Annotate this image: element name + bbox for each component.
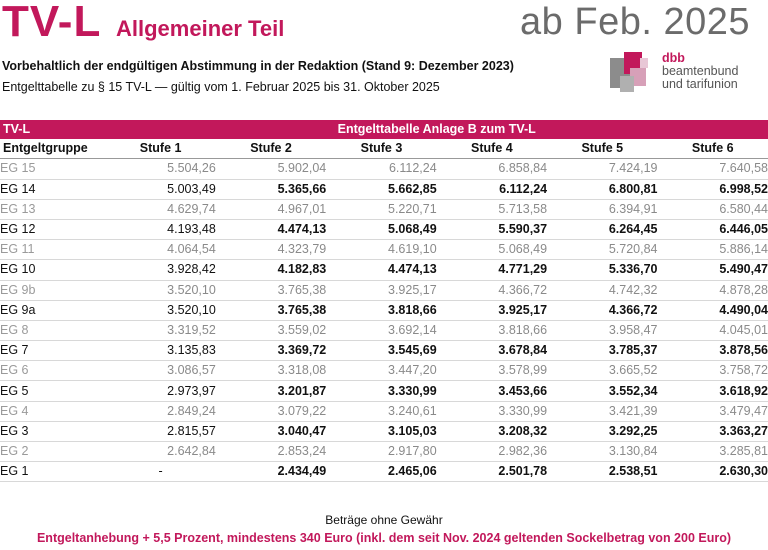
salary-cell: 2.465,06 — [326, 462, 436, 482]
salary-cell: 4.878,28 — [658, 280, 768, 300]
salary-cell: 4.182,83 — [216, 260, 326, 280]
pay-group-cell: EG 2 — [0, 442, 105, 462]
salary-cell: 2.630,30 — [658, 462, 768, 482]
salary-cell: 3.479,47 — [658, 401, 768, 421]
salary-cell: 4.490,04 — [658, 300, 768, 320]
salary-cell: 3.105,03 — [326, 421, 436, 441]
table-row — [0, 179, 768, 199]
table-row — [0, 240, 768, 260]
table-row — [0, 219, 768, 239]
logo-line-2: beamtenbund — [662, 64, 739, 78]
salary-cell: 3.818,66 — [437, 320, 547, 340]
salary-cell: 4.742,32 — [547, 280, 657, 300]
table-row — [0, 421, 768, 441]
salary-cell: 3.818,66 — [326, 300, 436, 320]
page-subtitle: Allgemeiner Teil — [116, 16, 285, 41]
salary-cell: 5.220,71 — [326, 199, 436, 219]
salary-cell: 5.068,49 — [437, 240, 547, 260]
salary-cell: 2.642,84 — [105, 442, 215, 462]
salary-cell: 3.079,22 — [216, 401, 326, 421]
salary-cell: 3.925,17 — [437, 300, 547, 320]
table-row — [0, 320, 768, 340]
column-header: Stufe 5 — [547, 139, 657, 159]
salary-cell: 2.501,78 — [437, 462, 547, 482]
salary-cell: 3.758,72 — [658, 361, 768, 381]
pay-group-cell: EG 10 — [0, 260, 105, 280]
column-header: Stufe 6 — [658, 139, 768, 159]
salary-cell: 3.040,47 — [216, 421, 326, 441]
logo-line-3: und tarifunion — [662, 77, 738, 91]
salary-cell: 3.765,38 — [216, 280, 326, 300]
salary-cell: 3.958,47 — [547, 320, 657, 340]
salary-cell: 7.424,19 — [547, 159, 657, 179]
salary-cell: 3.208,32 — [437, 421, 547, 441]
pay-group-cell: EG 8 — [0, 320, 105, 340]
salary-cell: 3.319,52 — [105, 320, 215, 340]
salary-cell: 3.453,66 — [437, 381, 547, 401]
salary-cell: 3.559,02 — [216, 320, 326, 340]
pay-group-cell: EG 4 — [0, 401, 105, 421]
salary-cell: 6.394,91 — [547, 199, 657, 219]
salary-cell: 6.800,81 — [547, 179, 657, 199]
salary-cell: 4.474,13 — [326, 260, 436, 280]
table-band — [0, 120, 768, 139]
salary-cell: 4.771,29 — [437, 260, 547, 280]
dbb-logo — [610, 52, 768, 98]
salary-cell: 5.003,49 — [105, 179, 215, 199]
salary-cell: 6.858,84 — [437, 159, 547, 179]
salary-cell: 7.640,58 — [658, 159, 768, 179]
column-header: Entgeltgruppe — [0, 139, 105, 159]
band-center-label: Entgelttabelle Anlage B zum TV-L — [105, 120, 768, 139]
salary-cell: 3.447,20 — [326, 361, 436, 381]
salary-cell: 3.545,69 — [326, 341, 436, 361]
dbb-logo-text — [662, 52, 738, 91]
pay-group-cell: EG 7 — [0, 341, 105, 361]
salary-cell: 5.902,04 — [216, 159, 326, 179]
pay-group-cell: EG 12 — [0, 219, 105, 239]
salary-cell: 3.928,42 — [105, 260, 215, 280]
pay-group-cell: EG 14 — [0, 179, 105, 199]
salary-cell: 3.520,10 — [105, 280, 215, 300]
table-row — [0, 159, 768, 179]
salary-cell: 5.720,84 — [547, 240, 657, 260]
pay-group-cell: EG 11 — [0, 240, 105, 260]
salary-cell: 3.201,87 — [216, 381, 326, 401]
table-row — [0, 341, 768, 361]
salary-cell: 4.474,13 — [216, 219, 326, 239]
salary-cell: 6.264,45 — [547, 219, 657, 239]
salary-cell: 3.330,99 — [437, 401, 547, 421]
draft-note: Vorbehaltlich der endgültigen Abstimmung in der Redaktion (Stand 9: Dezember 2023) — [2, 59, 514, 73]
salary-table — [0, 120, 768, 482]
table-row — [0, 361, 768, 381]
salary-cell: 3.552,34 — [547, 381, 657, 401]
salary-cell: 3.285,81 — [658, 442, 768, 462]
band-left-label: TV-L — [0, 120, 105, 139]
column-header: Stufe 3 — [326, 139, 436, 159]
salary-cell: 3.578,99 — [437, 361, 547, 381]
salary-cell: 3.292,25 — [547, 421, 657, 441]
salary-cell: 3.330,99 — [326, 381, 436, 401]
salary-cell: 3.618,92 — [658, 381, 768, 401]
validity-note: Entgelttabelle zu § 15 TV-L — gültig vom 1. Februar 2025 bis 31. Oktober 2025 — [2, 80, 440, 94]
column-header-row — [0, 139, 768, 159]
valid-from-date: ab Feb. 2025 — [520, 1, 750, 43]
salary-cell: 2.982,36 — [437, 442, 547, 462]
table-row — [0, 260, 768, 280]
dbb-logo-mark-icon — [610, 52, 654, 96]
salary-cell: 5.590,37 — [437, 219, 547, 239]
logo-line-1: dbb — [662, 51, 685, 65]
salary-cell: 4.629,74 — [105, 199, 215, 219]
salary-cell: 5.365,66 — [216, 179, 326, 199]
salary-cell: 5.490,47 — [658, 260, 768, 280]
salary-cell: 3.765,38 — [216, 300, 326, 320]
salary-cell: 2.849,24 — [105, 401, 215, 421]
salary-cell: 3.130,84 — [547, 442, 657, 462]
pay-group-cell: EG 9a — [0, 300, 105, 320]
salary-cell: 3.363,27 — [658, 421, 768, 441]
salary-cell: 4.045,01 — [658, 320, 768, 340]
salary-cell: 4.366,72 — [547, 300, 657, 320]
salary-cell: 3.086,57 — [105, 361, 215, 381]
salary-cell: 6.998,52 — [658, 179, 768, 199]
column-header: Stufe 2 — [216, 139, 326, 159]
salary-cell: 3.665,52 — [547, 361, 657, 381]
table-row — [0, 300, 768, 320]
pay-group-cell: EG 13 — [0, 199, 105, 219]
salary-cell: 3.925,17 — [326, 280, 436, 300]
pay-group-cell: EG 9b — [0, 280, 105, 300]
salary-cell: 4.619,10 — [326, 240, 436, 260]
salary-cell: 2.853,24 — [216, 442, 326, 462]
salary-cell: 3.135,83 — [105, 341, 215, 361]
pay-group-cell: EG 6 — [0, 361, 105, 381]
pay-group-cell: EG 15 — [0, 159, 105, 179]
salary-cell: 3.678,84 — [437, 341, 547, 361]
table-row — [0, 442, 768, 462]
salary-cell: 5.504,26 — [105, 159, 215, 179]
salary-cell: 4.967,01 — [216, 199, 326, 219]
salary-cell: 3.240,61 — [326, 401, 436, 421]
salary-cell: 6.112,24 — [437, 179, 547, 199]
increase-note: Entgeltanhebung + 5,5 Prozent, mindestens 340 Euro (inkl. dem seit Nov. 2024 geltenden Sockelbetrag von 200 Euro) — [36, 531, 732, 545]
pay-group-cell: EG 1 — [0, 462, 105, 482]
salary-cell: 2.815,57 — [105, 421, 215, 441]
salary-cell: 4.193,48 — [105, 219, 215, 239]
salary-cell: 3.421,39 — [547, 401, 657, 421]
salary-cell: 6.580,44 — [658, 199, 768, 219]
salary-cell: 3.692,14 — [326, 320, 436, 340]
salary-cell: 2.973,97 — [105, 381, 215, 401]
page-title: TV-L — [2, 0, 102, 46]
disclaimer-note: Beträge ohne Gewähr — [325, 513, 443, 527]
salary-cell: 5.068,49 — [326, 219, 436, 239]
salary-cell: 4.323,79 — [216, 240, 326, 260]
salary-cell: 4.064,54 — [105, 240, 215, 260]
table-row — [0, 280, 768, 300]
salary-cell: 6.446,05 — [658, 219, 768, 239]
salary-cell: 4.366,72 — [437, 280, 547, 300]
pay-group-cell: EG 5 — [0, 381, 105, 401]
salary-cell: 2.917,80 — [326, 442, 436, 462]
pay-group-cell: EG 3 — [0, 421, 105, 441]
table-row — [0, 381, 768, 401]
salary-cell: 5.662,85 — [326, 179, 436, 199]
salary-cell: 5.336,70 — [547, 260, 657, 280]
table-row — [0, 462, 768, 482]
salary-cell: 2.538,51 — [547, 462, 657, 482]
salary-cell: 3.520,10 — [105, 300, 215, 320]
salary-cell: 6.112,24 — [326, 159, 436, 179]
column-header: Stufe 1 — [105, 139, 215, 159]
salary-cell: 2.434,49 — [216, 462, 326, 482]
page-header — [0, 0, 768, 120]
column-header: Stufe 4 — [437, 139, 547, 159]
salary-cell: 5.713,58 — [437, 199, 547, 219]
table-row — [0, 199, 768, 219]
salary-cell: 3.785,37 — [547, 341, 657, 361]
table-row — [0, 401, 768, 421]
salary-cell: 3.878,56 — [658, 341, 768, 361]
salary-cell: 5.886,14 — [658, 240, 768, 260]
salary-cell: 3.318,08 — [216, 361, 326, 381]
salary-cell: 3.369,72 — [216, 341, 326, 361]
salary-cell: - — [105, 462, 215, 482]
